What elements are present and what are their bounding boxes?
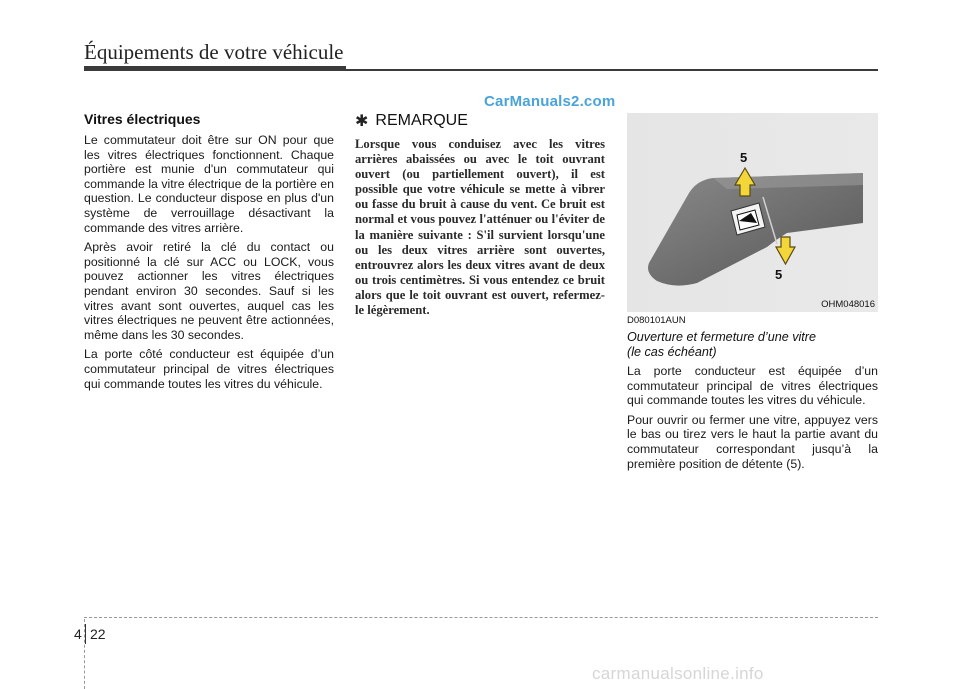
remark-title: REMARQUE — [375, 112, 468, 129]
paragraph: Après avoir retiré la clé du contact ou positionné la clé sur ACC ou LOCK, vous pouvez actionner les vitres électriques pendant environ 30 secondes. Sauf si les vitres avant sont ouvertes, auquel cas les vitres électriques ne peuvent être actionnées, même dans les 30 secondes. — [84, 240, 334, 342]
asterisk-icon: ✱ — [355, 113, 369, 130]
header-rule-thin — [346, 69, 878, 71]
remark-text: Lorsque vous conduisez avec les vitres arrières abaissées ou avec le toit ouvrant ouvert (ou partiellement ouvert), il est possible que votre véhicule se mette à vibrer ou fasse du bruit à cause du vent. Ce bruit est normal et vous pouvez l'atténuer ou l'éviter de la manière suivante : S'il survient lorsqu'une ou les deux vitres arrière sont ouvertes, entrouvrez alors les deux vitres avant de deux ou trois centimètres. Si vous entendez ce bruit alors que le toit ouvrant est ouvert, refermez-le légèrement. — [355, 137, 605, 318]
paragraph: Pour ouvrir ou fermer une vitre, appuyez vers le bas ou tirez vers le haut la partie avant du commutateur correspondant jusqu’à la première position de détente (5). — [627, 412, 878, 471]
paragraph: Le commutateur doit être sur ON pour que les vitres électriques fonctionnent. Chaque portière est munie d'un commutateur qui commande la vitre électrique de la portière en question. Le conducteur dispose en plus d'un système de verrouillage désactivant la commande des vitres arrière. — [84, 133, 334, 235]
chapter-number: 4 — [74, 626, 82, 642]
footer-divider — [85, 624, 86, 644]
paragraph: La porte côté conducteur est équipée d’un commutateur principal de vitres électriques qui commande toutes les vitres du véhicule. — [84, 347, 334, 391]
watermark-top[interactable]: CarManuals2.com — [484, 93, 616, 110]
page-header-title: Équipements de votre véhicule — [84, 40, 344, 64]
figure-code: OHM048016 — [821, 299, 875, 310]
remark-header — [355, 111, 605, 131]
page-number: 22 — [90, 626, 106, 642]
window-switch-figure — [627, 113, 878, 312]
column-remark — [355, 111, 605, 318]
subheading — [627, 330, 878, 359]
watermark-bottom[interactable]: carmanualsonline.info — [592, 664, 764, 683]
header-rule-thick — [84, 66, 346, 71]
subheading-line2: (le cas échéant) — [627, 344, 717, 359]
footer-rule — [84, 617, 878, 618]
subheading-line1: Ouverture et fermeture d’une vitre — [627, 330, 816, 344]
window-switch-illustration — [627, 113, 878, 312]
label-down: 5 — [775, 267, 783, 282]
paragraph: La porte conducteur est équipée d’un commutateur principal de vitres électriques qui commande toutes les vitres du véhicule. — [627, 364, 878, 408]
column-power-windows — [84, 111, 334, 396]
label-up: 5 — [740, 150, 748, 165]
column-window-operation — [627, 364, 878, 476]
section-title: Vitres électriques — [84, 111, 201, 127]
section-code: D080101AUN — [627, 315, 686, 326]
